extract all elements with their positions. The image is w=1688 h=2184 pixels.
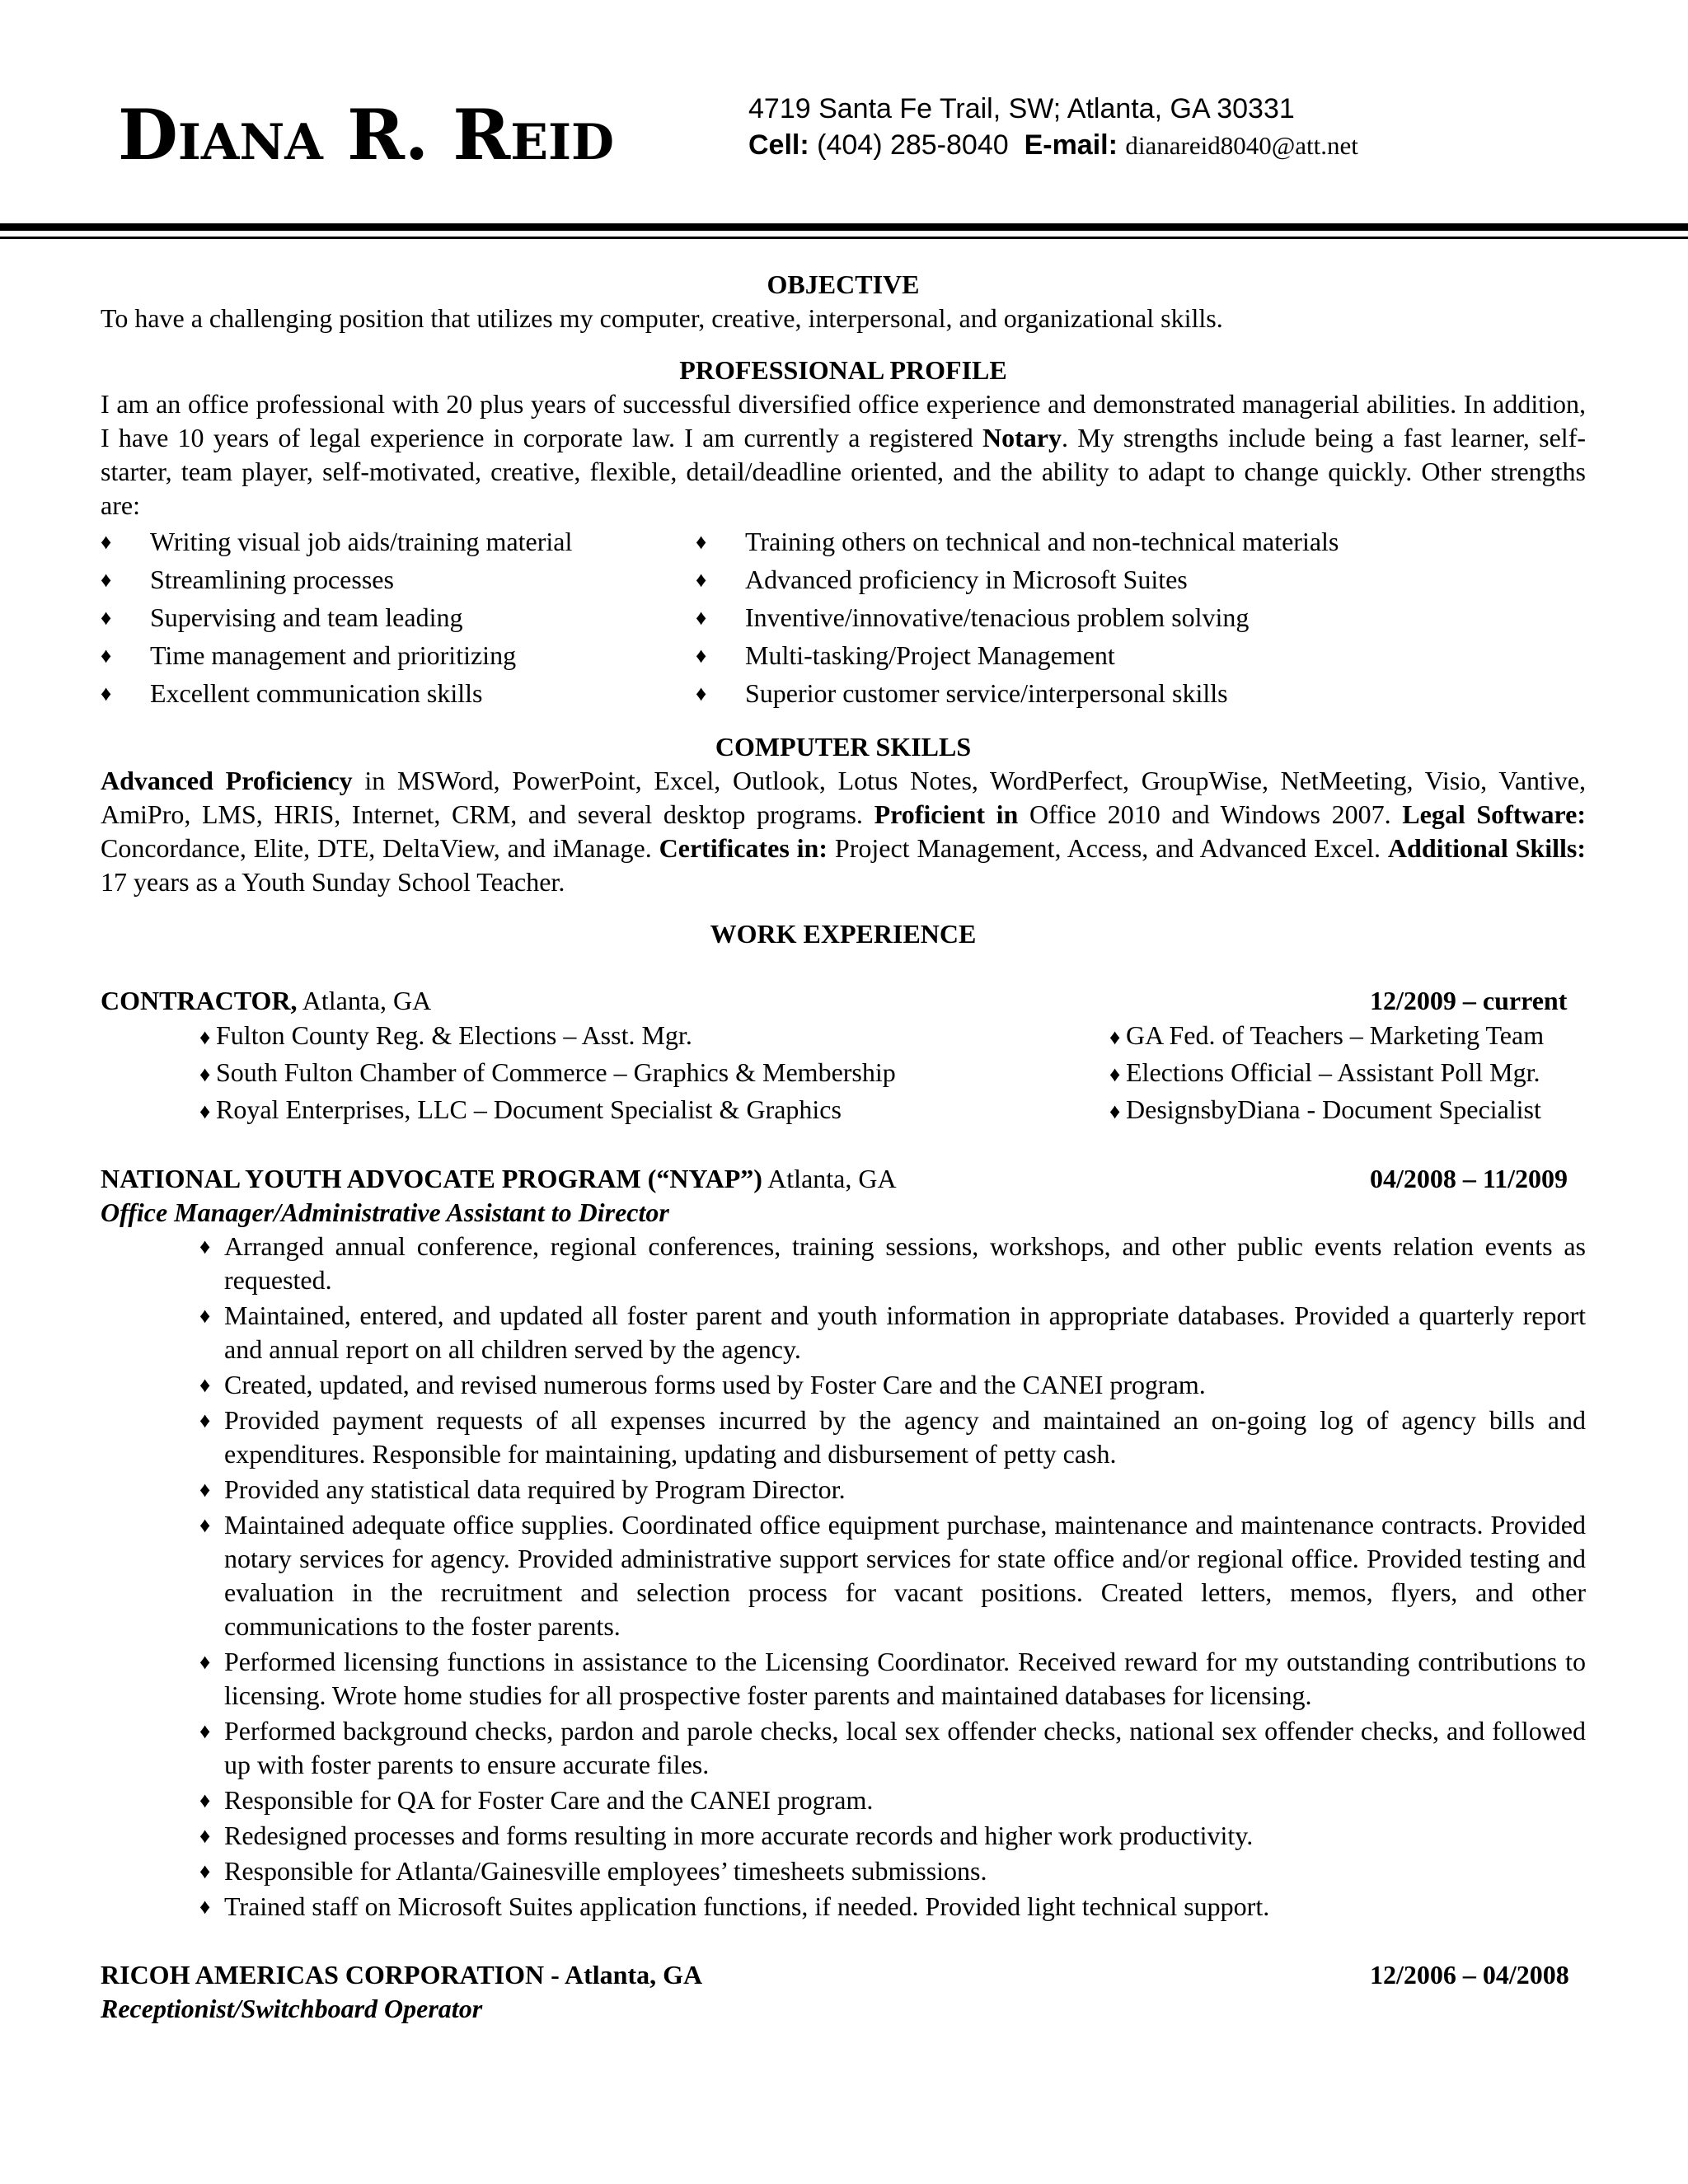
diamond-bullet-icon: ♦ (199, 1062, 211, 1086)
nyap-org-line (101, 1162, 897, 1196)
duty-text: Maintained adequate office supplies. Coordinated office equipment purchase, maintenance and maintenance contracts. Provided notary services for agency. Provided administrative support services for state office and/or regional office. Provided testing and evaluation in the recruitment and selection process for vacant positions. Created letters, memos, flyers, and other communications to the foster parents. (224, 1510, 1586, 1641)
duty-item (199, 1854, 1586, 1888)
duty-text: Created, updated, and revised numerous forms used by Foster Care and the CANEI program. (224, 1370, 1206, 1399)
strength-text: Streamlining processes (150, 564, 394, 594)
diamond-bullet-icon: ♦ (199, 1788, 211, 1812)
profile-heading: PROFESSIONAL PROFILE (679, 355, 1007, 385)
duty-item (199, 1645, 1586, 1713)
nyap-header (101, 1162, 1586, 1196)
strength-text: Training others on technical and non-technical materials (745, 526, 1339, 556)
diamond-bullet-icon: ♦ (101, 529, 112, 554)
contractor-org-line (101, 984, 431, 1018)
diamond-bullet-icon: ♦ (101, 643, 112, 668)
header-divider-thick (0, 223, 1688, 231)
duty-item (199, 1890, 1586, 1924)
diamond-bullet-icon: ♦ (199, 1513, 211, 1537)
strength-item (696, 523, 1586, 560)
duty-text: Performed licensing functions in assistance to the Licensing Coordinator. Received reward for my outstanding contributions to licensing. Wrote home studies for all prospective foster parents and maintained databases for licensing. (224, 1647, 1586, 1710)
nyap-bullets (101, 1230, 1586, 1924)
address-line: 4719 Santa Fe Trail, SW; Atlanta, GA 30331 (748, 93, 1295, 124)
profile-text-part2: . My strengths include being a fast learner, self-starter, team player, self-motivated, creative, flexible, detail/deadline oriented, and the ability to adapt to change quickly. Other strengths are: (101, 423, 1587, 520)
duty-text: Redesigned processes and forms resulting in more accurate records and higher work productivity. (224, 1821, 1254, 1850)
diamond-bullet-icon: ♦ (199, 1408, 211, 1432)
diamond-bullet-icon: ♦ (696, 567, 707, 592)
nyap-dates: 04/2008 – 11/2009 (1370, 1164, 1568, 1193)
ricoh-header (101, 1958, 1586, 1992)
nyap-title: Office Manager/Administrative Assistant to Director (101, 1197, 669, 1227)
strength-text: Writing visual job aids/training material (150, 526, 573, 556)
adv-text: in MSWord, PowerPoint, Excel, Outlook, Lotus Notes, WordPerfect, GroupWise, NetMeeting, Visio, Vantive, AmiPro, LMS, HRIS, Internet, CRM, and several desktop programs. (101, 766, 1587, 829)
diamond-bullet-icon: ♦ (101, 567, 112, 592)
diamond-bullet-icon: ♦ (696, 643, 707, 668)
ricoh-title: Receptionist/Switchboard Operator (101, 1994, 483, 2023)
diamond-bullet-icon: ♦ (199, 1373, 211, 1397)
duty-item (199, 1368, 1586, 1402)
contractor-item-text: South Fulton Chamber of Commerce – Graphics & Membership (216, 1057, 896, 1087)
header-divider-thin (0, 237, 1688, 239)
resume-body (101, 268, 1586, 2026)
prof-text: Office 2010 and Windows 2007. (1018, 799, 1403, 829)
name-first-initial: D (118, 94, 178, 176)
diamond-bullet-icon: ♦ (1109, 1099, 1121, 1123)
name-first-rest: IANA (177, 114, 323, 171)
duty-item (199, 1299, 1586, 1366)
contractor-org: CONTRACTOR, (101, 986, 298, 1015)
contractor-row (101, 1055, 1586, 1092)
diamond-bullet-icon: ♦ (696, 605, 707, 630)
duty-text: Responsible for QA for Foster Care and the CANEI program. (224, 1785, 874, 1815)
diamond-bullet-icon: ♦ (101, 605, 112, 630)
diamond-bullet-icon: ♦ (199, 1824, 211, 1848)
adv-label: Advanced Proficiency (101, 766, 353, 795)
strength-text: Inventive/innovative/tenacious problem solving (745, 602, 1250, 632)
strength-item (696, 598, 1586, 636)
strength-item (101, 560, 696, 598)
strength-item (696, 674, 1586, 712)
cert-label: Certificates in: (659, 833, 828, 863)
diamond-bullet-icon: ♦ (101, 681, 112, 705)
email-value[interactable]: dianareid8040@att.net (1125, 131, 1358, 160)
contractor-header (101, 984, 1586, 1018)
cell-label: Cell: (748, 129, 809, 161)
objective-heading: OBJECTIVE (767, 269, 920, 299)
profile-notary: Notary (982, 423, 1062, 452)
work-heading: WORK EXPERIENCE (710, 919, 977, 949)
strength-text: Excellent communication skills (150, 677, 483, 708)
ricoh-org: RICOH AMERICAS CORPORATION - Atlanta, GA (101, 1960, 703, 1990)
contractor-item (1109, 1093, 1541, 1128)
phone-email-line (748, 127, 1358, 164)
diamond-bullet-icon: ♦ (199, 1235, 211, 1258)
computer-skills-text (101, 764, 1586, 899)
contractor-row (101, 1092, 1586, 1129)
nyap-location: Atlanta, GA (762, 1164, 897, 1193)
contractor-item (1109, 1019, 1544, 1054)
strength-text: Advanced proficiency in Microsoft Suites (745, 564, 1188, 594)
strength-item (101, 598, 696, 636)
strength-item (696, 636, 1586, 674)
duty-text: Provided any statistical data required by Program Director. (224, 1474, 846, 1504)
diamond-bullet-icon: ♦ (696, 529, 707, 554)
nyap-org: NATIONAL YOUTH ADVOCATE PROGRAM (“NYAP”) (101, 1164, 762, 1193)
diamond-bullet-icon: ♦ (199, 1025, 211, 1049)
computer-skills-heading: COMPUTER SKILLS (715, 732, 972, 762)
strength-text: Supervising and team leading (150, 602, 463, 632)
ricoh-dates: 12/2006 – 04/2008 (1370, 1960, 1569, 1990)
diamond-bullet-icon: ♦ (199, 1304, 211, 1328)
legal-label: Legal Software: (1402, 799, 1587, 829)
contractor-item-text: DesignsbyDiana - Document Specialist (1126, 1094, 1541, 1124)
diamond-bullet-icon: ♦ (199, 1859, 211, 1883)
diamond-bullet-icon: ♦ (199, 1478, 211, 1502)
diamond-bullet-icon: ♦ (199, 1895, 211, 1919)
strength-item (696, 560, 1586, 598)
strength-item (101, 523, 696, 560)
cert-text: Project Management, Access, and Advanced Excel. (828, 833, 1388, 863)
duty-item (199, 1819, 1586, 1853)
strength-text: Multi-tasking/Project Management (745, 640, 1115, 670)
strength-item (101, 636, 696, 674)
additional-text: 17 years as a Youth Sunday School Teacher. (101, 867, 565, 897)
contact-block (748, 91, 1358, 164)
strengths-list (101, 523, 1586, 712)
contractor-item (199, 1019, 1109, 1054)
diamond-bullet-icon: ♦ (696, 681, 707, 705)
email-label: E-mail: (1024, 129, 1118, 161)
duty-text: Maintained, entered, and updated all foster parent and youth information in appropriate databases. Provided a quarterly report and annual report on all children served by the agency. (224, 1301, 1586, 1364)
duty-text: Trained staff on Microsoft Suites application functions, if needed. Provided light technical support. (224, 1891, 1270, 1921)
objective-text: To have a challenging position that utilizes my computer, creative, interpersonal, and organizational skills. (101, 303, 1223, 333)
contractor-row (101, 1018, 1586, 1055)
diamond-bullet-icon: ♦ (1109, 1025, 1121, 1049)
contractor-item-text: Elections Official – Assistant Poll Mgr. (1126, 1057, 1540, 1087)
strength-text: Time management and prioritizing (150, 640, 517, 670)
candidate-name (118, 94, 615, 176)
contractor-item-text: GA Fed. of Teachers – Marketing Team (1126, 1020, 1545, 1050)
contractor-item (199, 1093, 1109, 1128)
contractor-item-text: Royal Enterprises, LLC – Document Specialist & Graphics (216, 1094, 842, 1124)
duty-item (199, 1508, 1586, 1643)
duty-item (199, 1230, 1586, 1297)
strength-text: Superior customer service/interpersonal skills (745, 677, 1228, 708)
contractor-item (199, 1056, 1109, 1091)
strengths-left (101, 523, 696, 712)
duty-text: Arranged annual conference, regional conferences, training sessions, workshops, and other public events relation events as requested. (224, 1231, 1586, 1295)
duty-item (199, 1783, 1586, 1817)
diamond-bullet-icon: ♦ (199, 1099, 211, 1123)
diamond-bullet-icon: ♦ (1109, 1062, 1121, 1086)
profile-text (101, 387, 1586, 523)
duty-text: Performed background checks, pardon and parole checks, local sex offender checks, national sex offender checks, and followed up with foster parents to ensure accurate files. (224, 1716, 1586, 1779)
prof-label: Proficient in (874, 799, 1019, 829)
duty-item (199, 1714, 1586, 1782)
contractor-location: Atlanta, GA (297, 986, 432, 1015)
duty-item (199, 1404, 1586, 1471)
contractor-dates: 12/2009 – current (1370, 986, 1568, 1015)
name-middle: R. (347, 94, 429, 176)
additional-label: Additional Skills: (1387, 833, 1587, 863)
diamond-bullet-icon: ♦ (199, 1719, 211, 1743)
duty-text: Provided payment requests of all expenses incurred by the agency and maintained an on-going log of agency bills and expenditures. Responsible for maintaining, updating and disbursement of petty cash. (224, 1405, 1586, 1469)
diamond-bullet-icon: ♦ (199, 1650, 211, 1674)
strengths-right (696, 523, 1586, 712)
name-last-initial: R (452, 94, 511, 176)
strength-item (101, 674, 696, 712)
duty-text: Responsible for Atlanta/Gainesville employees’ timesheets submissions. (224, 1856, 987, 1886)
contractor-item-text: Fulton County Reg. & Elections – Asst. Mgr. (216, 1020, 692, 1050)
duty-item (199, 1473, 1586, 1507)
cell-value: (404) 285-8040 (817, 129, 1009, 161)
legal-text: Concordance, Elite, DTE, DeltaView, and iManage. (101, 833, 659, 863)
name-last-rest: EID (510, 114, 615, 171)
contractor-item (1109, 1056, 1540, 1091)
profile-text-part1: I am an office professional with 20 plus years of successful diversified office experience and demonstrated managerial abilities. In addition, I have 10 years of legal experience in corporate law. I am currently a registered (101, 389, 1586, 452)
